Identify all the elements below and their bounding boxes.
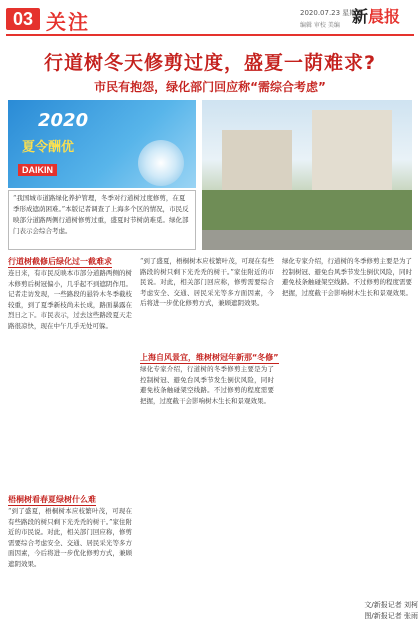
article-body: 绿化专家介绍，行道树的冬季修剪主要是为了控制树冠、避免台风季节发生倒伏风险，同时避免枝条触碰架空线路。不过修剪的程度需要把握，过度截干会影响树木生长和景观效果。 xyxy=(282,257,412,297)
logo-part-b: 晨报 xyxy=(368,7,401,26)
advert-photo xyxy=(8,100,196,188)
article-body: “到了盛夏，梧桐树本应枝繁叶茂，可现在有些路段的树只剩下光秃秃的树干。”家住附近的市民说。对此，相关部门回应称，修剪需要综合考虑安全、交通、居民采光等多方面因素，今后将进一步优化修剪方式，兼顾遮阴效果。 xyxy=(8,507,132,568)
intro-caption: “我国城市道路绿化养护管理，冬季对行道树过度修剪，在夏季形成遮荫困难。”本版记者调查了上海多个区的情况，市民反映部分道路两侧行道树修剪过重，盛夏时节树荫难觅。绿化部门表示会综合考虑。 xyxy=(8,190,196,250)
section-heading: 行道树截修后绿化过一截难求 xyxy=(8,257,112,266)
section-heading: 上海自风景宜，维树树冠年新那“冬修” xyxy=(140,353,279,362)
section-heading: 梧桐树看春夏绿树什么难 xyxy=(8,495,96,504)
advert-brand: DAIKIN xyxy=(18,164,57,176)
editor-credits: 编辑 审校 美编 xyxy=(300,22,340,29)
article-body: 连日来，有市民反映本市部分道路两侧的树木修剪后树冠偏小，几乎起不到遮阴作用。记者走访发现，一些路段的悬铃木冬季截枝较重，到了夏季新枝尚未长成，路面暴露在烈日之下。市民表示，过去这些路段夏天走路很凉快，现在中午几乎无处可躲。 xyxy=(8,269,132,330)
headline: 行道树冬天修剪过度，盛夏一荫难求? xyxy=(43,52,377,74)
fan-graphic xyxy=(138,140,184,186)
byline-writer: 文/新报记者 刘柯 xyxy=(364,601,418,609)
byline xyxy=(322,600,418,622)
advert-slogan: 夏令酬优 xyxy=(22,140,75,155)
tree-row xyxy=(202,190,412,230)
masthead-rule xyxy=(6,34,414,36)
advert-year: 2020 xyxy=(38,110,89,131)
street-photo xyxy=(202,100,412,250)
byline-photographer: 图/新报记者 张雨 xyxy=(364,612,418,620)
masthead xyxy=(0,0,420,42)
newspaper-logo xyxy=(352,4,400,27)
page-number-badge: 03 xyxy=(6,8,40,30)
article-body: 绿化专家介绍，行道树的冬季修剪主要是为了控制树冠、避免台风季节发生倒伏风险，同时避免枝条触碰架空线路。不过修剪的程度需要把握，过度截干会影响树木生长和景观效果。 xyxy=(140,365,274,405)
section-title: 关注 xyxy=(46,10,90,34)
logo-part-a: 新 xyxy=(352,7,369,26)
article-body: “到了盛夏，梧桐树本应枝繁叶茂，可现在有些路段的树只剩下光秃秃的树干。”家住附近的市民说。对此，相关部门回应称，修剪需要综合考虑安全、交通、居民采光等多方面因素，今后将进一步优化修剪方式，兼顾遮阴效果。 xyxy=(140,257,274,307)
issue-date: 2020.07.23 星期四 xyxy=(300,9,364,17)
road xyxy=(202,230,412,250)
subheadline: 市民有抱怨，绿化部门回应称“需综合考虑” xyxy=(94,80,326,94)
